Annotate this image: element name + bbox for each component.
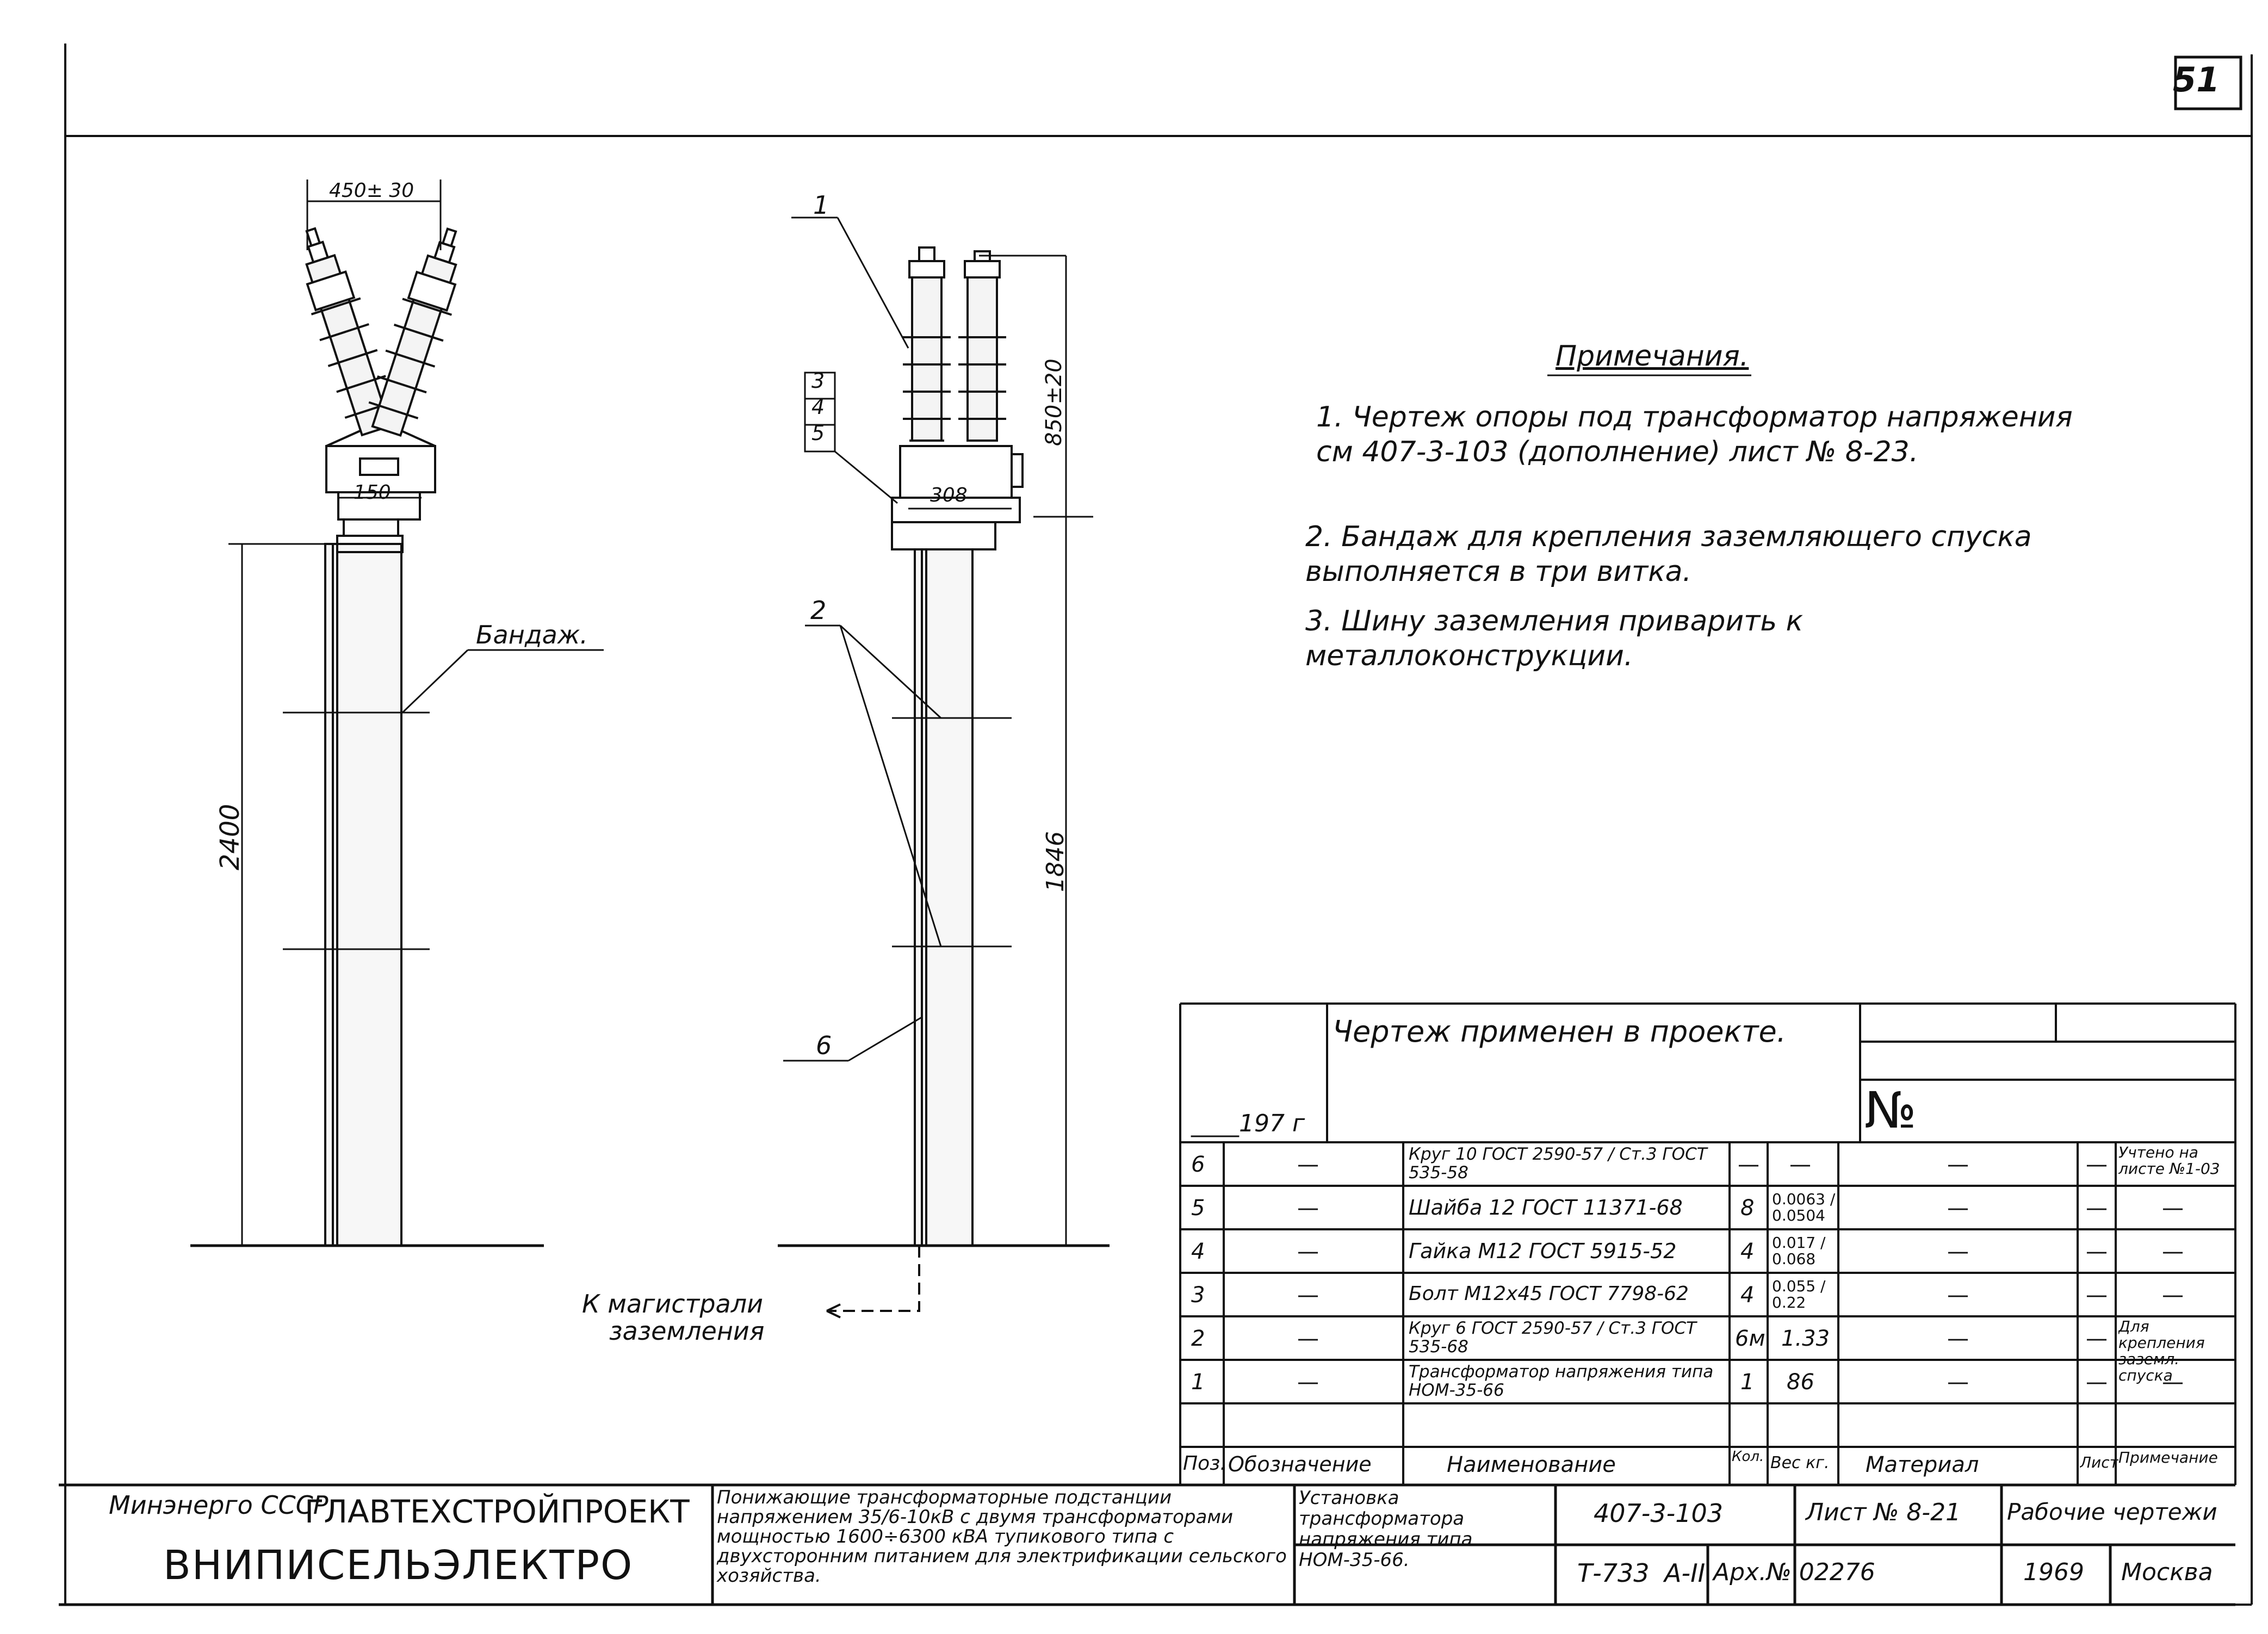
sheet-number: 51 (2173, 60, 2220, 100)
applied-year: ____197 г (1191, 1110, 1305, 1137)
callout-1: 1 (813, 190, 829, 220)
spec-qty: 4 (1740, 1283, 1755, 1308)
spec-header-pos: Поз. (1183, 1452, 1226, 1475)
spec-sheet: — (2086, 1326, 2108, 1351)
spec-designation: — (1297, 1326, 1319, 1351)
spec-weight: 86 (1787, 1370, 1814, 1395)
note-2: 2. Бандаж для крепления заземляющего спуска выполняется в три витка. (1305, 521, 2032, 588)
note-1: 1. Чертеж опоры под трансформатор напряжения см 407-3-103 (дополнение) лист № 8-23. (1316, 401, 2073, 468)
spec-name: Круг 6 ГОСТ 2590-57 / Ст.3 ГОСТ 535-68 (1409, 1319, 1696, 1356)
spec-name: Болт М12х45 ГОСТ 7798-62 (1409, 1283, 1689, 1305)
spec-name: Круг 10 ГОСТ 2590-57 / Ст.3 ГОСТ 535-58 (1409, 1145, 1707, 1182)
callout-2: 2 (810, 596, 827, 625)
notes-title: Примечания. (1556, 340, 1749, 373)
spec-material: — (1947, 1370, 1969, 1395)
callout-3: 3 (811, 369, 825, 393)
spec-note: — (2162, 1283, 2184, 1308)
tb-code: 407-3-103 (1594, 1499, 1724, 1528)
spec-weight: 0.017 / 0.068 (1772, 1235, 1826, 1267)
dim-flange-right: 308 (930, 484, 968, 506)
spec-sheet: — (2086, 1239, 2108, 1264)
spec-name: Шайба 12 ГОСТ 11371-68 (1409, 1196, 1683, 1220)
tb-album: Т-733 (1577, 1558, 1650, 1588)
spec-designation: — (1297, 1239, 1319, 1264)
spec-header-name: Наименование (1447, 1452, 1616, 1477)
dim-height-right-upper: 850±20 (1042, 358, 1067, 446)
spec-weight: 0.0063 / 0.0504 (1772, 1191, 1836, 1224)
spec-material: — (1947, 1196, 1969, 1221)
dim-flange-left: 150 (354, 481, 391, 504)
left-view (190, 180, 604, 1246)
to-main-line-label: К магистрали (582, 1289, 764, 1319)
spec-material: — (1947, 1239, 1969, 1264)
dim-top-width: 450± 30 (329, 180, 414, 202)
spec-material: — (1947, 1152, 1969, 1177)
spec-note: — (2162, 1370, 2184, 1395)
spec-qty: 6м (1735, 1326, 1765, 1351)
spec-weight: 0.055 / 0.22 (1772, 1278, 1826, 1311)
spec-pos: 3 (1191, 1283, 1205, 1308)
spec-pos: 6 (1191, 1152, 1205, 1177)
spec-name: Гайка М12 ГОСТ 5915-52 (1409, 1239, 1677, 1263)
spec-table-grid (1180, 1004, 2235, 1485)
applied-text: Чертеж применен в проекте. (1333, 1014, 1786, 1049)
callout-6: 6 (816, 1031, 832, 1060)
spec-designation: — (1297, 1152, 1319, 1177)
spec-sheet: — (2086, 1283, 2108, 1308)
spec-header-sheet: Лист (2080, 1453, 2118, 1471)
callout-5: 5 (811, 421, 825, 445)
applied-number-label: № (1864, 1081, 1917, 1140)
spec-qty: — (1738, 1152, 1759, 1177)
tb-sheet: Лист № 8-21 (1806, 1499, 1961, 1526)
note-3: 3. Шину заземления приварить к металлоконструкции. (1305, 605, 1804, 672)
tb-ministry: Минэнерго СССР (109, 1490, 329, 1520)
spec-pos: 2 (1191, 1326, 1205, 1351)
dim-pole-height-left: 2400 (215, 803, 245, 870)
spec-pos: 5 (1191, 1196, 1205, 1221)
bandage-label: Бандаж. (476, 620, 588, 649)
spec-qty: 8 (1740, 1196, 1755, 1221)
tb-drawing-title: Установка трансформатора напряжения типа НОМ-35-66. (1299, 1487, 1473, 1571)
tb-project: Понижающие трансформаторные подстанции напряжением 35/6-10кВ с двумя трансформаторами мощностью 1600÷6300 кВА тупикового типа с двухсторонним питанием для электрификации сельского хозяйства. (717, 1487, 1287, 1587)
spec-header-weight: Вес кг. (1770, 1453, 1830, 1472)
spec-material: — (1947, 1326, 1969, 1351)
tb-org: ГЛАВТЕХСТРОЙПРОЕКТ (305, 1493, 690, 1530)
spec-designation: — (1297, 1370, 1319, 1395)
spec-pos: 4 (1191, 1239, 1205, 1264)
spec-header-designation: Обозначение (1228, 1452, 1372, 1476)
tb-city: Москва (2121, 1558, 2213, 1586)
tb-institute: ВНИПИСЕЛЬЭЛЕКТРО (163, 1542, 634, 1589)
dim-height-right-lower: 1846 (1042, 831, 1069, 892)
spec-note: — (2162, 1239, 2184, 1264)
spec-qty: 4 (1740, 1239, 1755, 1264)
spec-note: — (2162, 1196, 2184, 1221)
spec-pos: 1 (1191, 1370, 1205, 1395)
spec-sheet: — (2086, 1152, 2108, 1177)
spec-sheet: — (2086, 1196, 2108, 1221)
spec-note: Учтено на листе №1-03 (2118, 1144, 2220, 1177)
callout-4: 4 (811, 395, 825, 419)
spec-header-material: Материал (1866, 1452, 1979, 1477)
spec-designation: — (1297, 1196, 1319, 1221)
tb-year: 1969 (2023, 1558, 2084, 1586)
spec-qty: 1 (1740, 1370, 1755, 1395)
spec-note: Для крепления заземл. спуска (2118, 1319, 2205, 1384)
to-main-line-label-2: заземления (609, 1316, 765, 1346)
spec-name: Трансформатор напряжения типа НОМ-35-66 (1409, 1363, 1714, 1400)
spec-header-qty: Кол. (1732, 1449, 1764, 1465)
tb-archive: Арх.№ 02276 (1713, 1558, 1875, 1586)
tb-stage: Рабочие чертежи (2007, 1499, 2217, 1525)
tb-volume: А-II (1664, 1558, 1706, 1588)
spec-header-note: Примечание (2118, 1450, 2218, 1466)
spec-sheet: — (2086, 1370, 2108, 1395)
spec-designation: — (1297, 1283, 1319, 1308)
spec-weight: 1.33 (1781, 1326, 1830, 1351)
spec-material: — (1947, 1283, 1969, 1308)
spec-weight: — (1789, 1152, 1811, 1177)
